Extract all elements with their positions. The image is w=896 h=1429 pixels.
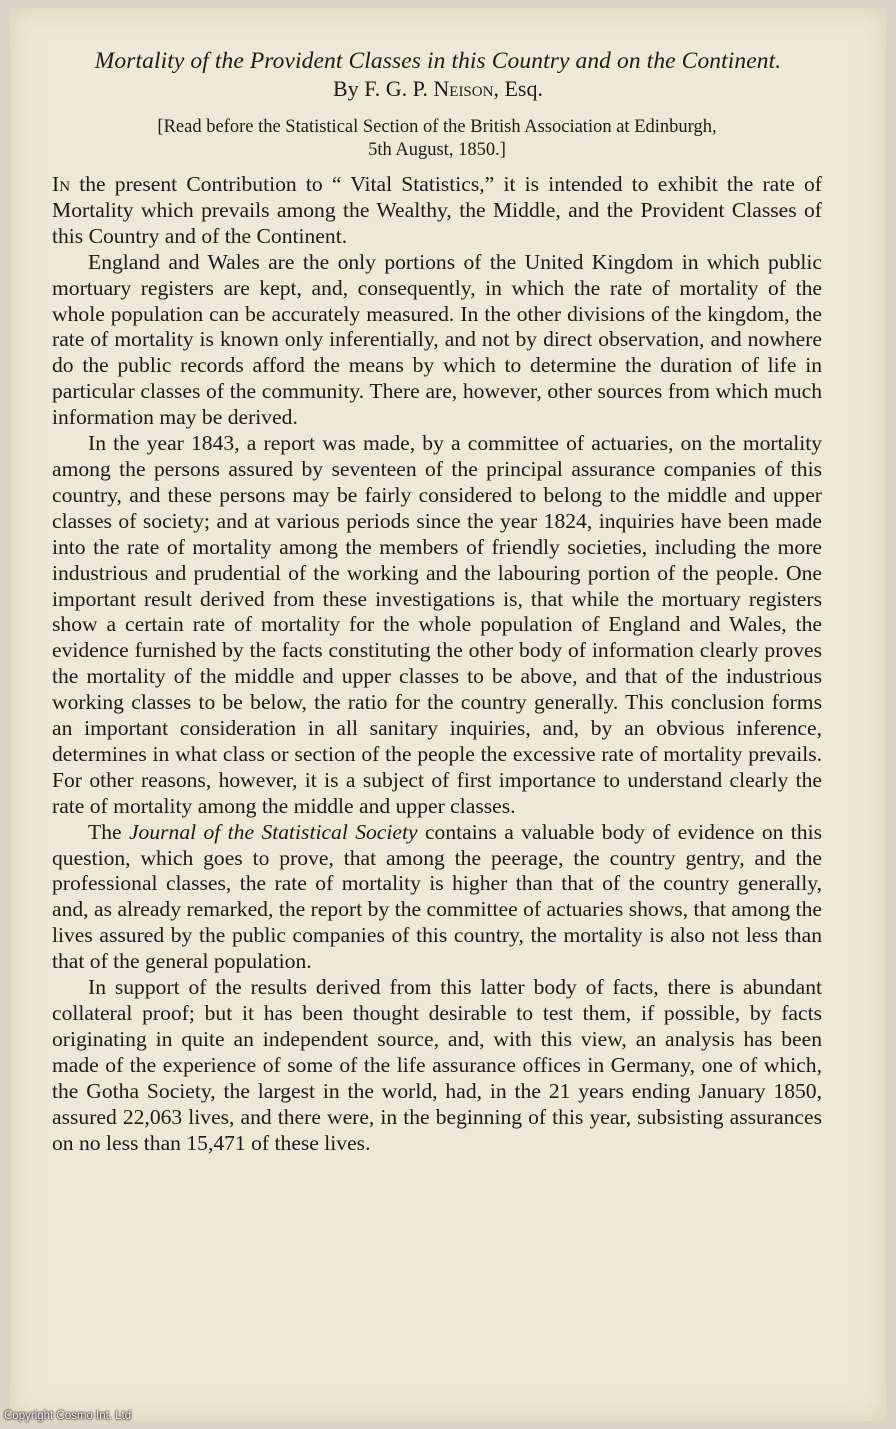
- paragraph-4-start: The: [88, 819, 129, 844]
- byline-author-name: Neison: [433, 76, 494, 101]
- article-byline: [0, 76, 886, 102]
- article-body: [52, 172, 822, 1156]
- note-line-2: 5th August, 1850.]: [368, 140, 506, 160]
- copyright-watermark: Copyright Cosmo Int. Ltd: [4, 1410, 132, 1422]
- paragraph-1: [52, 172, 822, 250]
- note-line-1: [Read before the Statistical Section of the British Association at Edinburgh,: [157, 117, 717, 137]
- paragraph-5: In support of the results derived from this latter body of facts, there is abundant collateral proof; but it has been thought desirable to test them, if possible, by facts originating in quite an independent source, and, with this view, an analysis has been made of the experience of some of the life assurance offices in Germany, one of which, the Gotha Society, the largest in the world, had, in the 21 years ending January 1850, assured 22,063 lives, and there were, in the beginning of this year, subsisting assurances on no less than 15,471 of these lives.: [52, 975, 822, 1155]
- paragraph-1-text: the present Contribution to “ Vital Statistics,” it is intended to exhibit the rate of Mortality which prevails among the Wealthy, the Middle, and the Provident Classes of this Country and of the Continent.: [52, 172, 822, 248]
- paragraph-4: [52, 820, 822, 975]
- paragraph-4-text: contains a valuable body of evidence on this question, which goes to prove, that among the peerage, the country gentry, and the professional classes, the rate of mortality is higher than that of the country generally, and, as already remarked, the report by the committee of actuaries shows, that among the lives assured by the public companies of this country, the mortality is also not less than that of the general population.: [52, 819, 822, 974]
- paragraph-3: In the year 1843, a report was made, by a committee of actuaries, on the mortality among the persons assured by seventeen of the principal assurance companies of this country, and these persons may be fairly considered to belong to the middle and upper classes of society; and at various periods since the year 1824, inquiries have been made into the rate of mortality among the members of friendly societies, including the more industrious and prudential of the working and the labouring portion of the people. One important result derived from these investigations is, that while the mortuary registers show a certain rate of mortality for the whole population of England and Wales, the evidence furnished by the facts constituting the other body of information clearly proves the mortality of the middle and upper classes to be above, and that of the industrious working classes to be below, the ratio for the country generally. This conclusion forms an important consideration in all sanitary inquiries, and, by an obvious inference, determines in what class or section of the people the excessive rate of mortality prevails. For other reasons, however, it is a subject of first importance to understand clearly the rate of mortality among the middle and upper classes.: [52, 431, 822, 818]
- read-before-note: [52, 116, 822, 162]
- paragraph-1-opening: In: [52, 172, 71, 196]
- byline-suffix: , Esq.: [493, 76, 543, 101]
- paragraph-2: England and Wales are the only portions of the United Kingdom in which public mortuary registers are kept, and, consequently, in which the rate of mortality of the whole population can be accurately measured. In the other divisions of the kingdom, the rate of mortality is known only inferentially, and not by direct observation, and nowhere do the public records afford the means by which to determine the duration of life in particular classes of the community. There are, however, other sources from which much information may be derived.: [52, 249, 822, 430]
- article-title: Mortality of the Provident Classes in this Country and on the Continent.: [94, 48, 782, 74]
- byline-prefix: By F. G. P.: [333, 76, 428, 101]
- journal-title: Journal of the Statistical Society: [128, 819, 418, 844]
